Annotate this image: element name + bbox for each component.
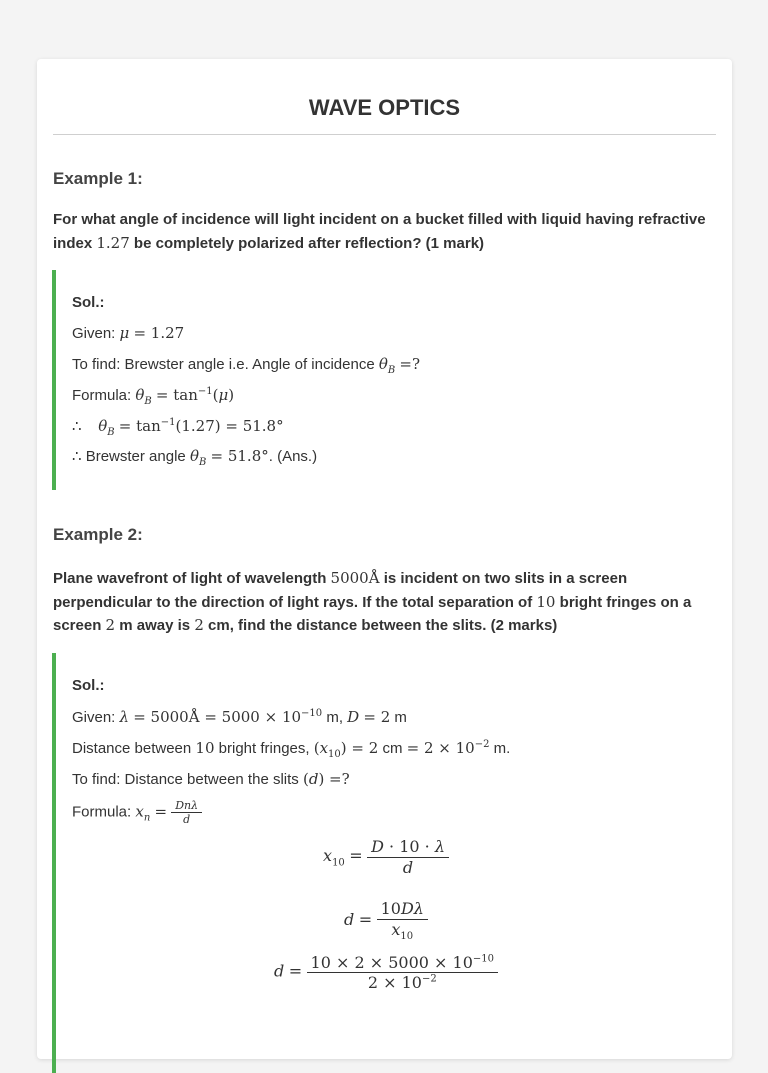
formula-line: Formula: $x_n$ = $\frac{\text{Dnλ}}{d}$ [72,799,202,826]
page-title: WAVE OPTICS [308,95,461,120]
distance-line: Distance between 10 bright fringes, $(x_{10}) = 2$ cm = $2 \times 10^{-2}$ m. [72,739,511,760]
example-1-question: For what angle of incidence will light incident on a bucket filled with liquid having refractive index 1.27 be completely polarized after reflection? (1 mark) [53,211,706,252]
given-line: Given: μ = 1.27 [72,324,185,342]
example-2-solution [52,653,716,1073]
title-divider [53,134,716,135]
solution-label: Sol.: [72,677,105,694]
formula-line: Formula: $\theta_B = \tan^{-1}(\mu)$ [72,386,235,407]
example-1-heading: Example 1: [53,169,143,188]
equation-d-1: d = $\frac{10D\lambda}{x_{10}}$ [56,899,716,942]
example-2-question: Plane wavefront of light of wavelength 5000Å is incident on two slits in a screen perpendicular to the direction of light rays. If the total separation of 10 bright fringes on a screen 2 m away is 2 cm, find the distance between the slits. (2 marks) [53,569,692,634]
solution-label: Sol.: [72,294,105,311]
content-card [37,59,732,1059]
to-find-line: To find: Brewster angle i.e. Angle of incidence $\theta_B$ =? [72,355,421,376]
example-1-solution [52,270,716,490]
equation-x10: $x_{10}$ = $\frac{D \cdot 10 \cdot \lambda}{d}$ [56,837,716,877]
calculation-line: ∴ $\theta_B = \tan^{-1}(1.27) = 51.8^\circ$ [72,417,284,438]
given-line: Given: λ = 5000Å = $5000 \times 10^{-10}$ m, D = 2 m [72,708,407,726]
example-2-heading: Example 2: [53,525,143,544]
to-find-line: To find: Distance between the slits (d) =? [72,770,350,788]
answer-line: ∴ Brewster angle $\theta_B = 51.8^\circ$. (Ans.) [72,447,318,468]
equation-d-2: d = $\frac{10 \times 2 \times 5000 \times 10^{-10}}{2 \times 10^{-2}}$ [56,953,716,992]
